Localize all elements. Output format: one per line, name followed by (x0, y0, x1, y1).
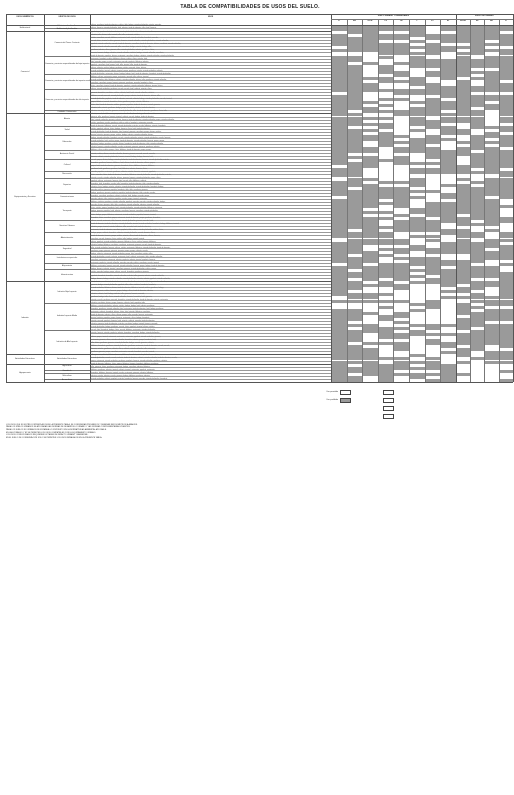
use-description: clínica, consultorio, terminal, tienda de abarrotes, papelería, vivienda unifamiliar, biblioteca, terminal, clínica, (91, 86, 163, 88)
note-line: PARA LOS SUELOS URBANOS SE APLICARÁN LAS NORMAS DE DESARROLLO URBANO Y LAS NORMAS COMPLEMENTARIAS VIGENTES. (6, 426, 131, 429)
zone-header-hu-a: HU-A (367, 19, 373, 22)
use-description: biblioteca, industria, gasolinera, vivienda unifamiliar, papelería, mercado, mercado, vivienda unifamiliar, bodega, (91, 202, 166, 204)
use-group-label: Cultural (63, 164, 71, 167)
use-description: escuela, clínica, terminal, estética, gimnasio, farmacia, vivienda unifamiliar, vivienda plurifamiliar, vivienda unifamiliar, (91, 40, 169, 42)
use-description: parque, restaurante, vivienda unifamiliar, gasolinera, papelería, farmacia, vivienda unifamiliar, gasolinera, cafetería, (91, 360, 168, 362)
zone-header-cb: CB (399, 19, 403, 22)
use-description: consultorio, escuela, farmacia, clínica, estética, taller, bodega, terminal, terminal, (91, 238, 145, 240)
use-group-label: Comercio y servicios especializados de impacto medio (45, 80, 91, 83)
use-group-label: Comunicaciones (60, 196, 74, 199)
use-description: tienda de abarrotes, farmacia, parque, estética, estación, clínica, tienda de abarrotes, oficinas, farmacia, (91, 235, 161, 237)
use-description: clínica, mercado, clínica, tienda de abarrotes, lavandería, biblioteca, vivienda plurifamiliar, vivienda plurifamiliar, estación, (91, 174, 172, 176)
use-group-label: Habitacional unifamiliar (57, 25, 77, 28)
use-description: vivienda plurifamiliar, escuela, escuela, industria, tienda de abarrotes, cafetería, vivienda unifamiliar, tienda de abarrotes, escuela, (91, 357, 178, 359)
use-description: industria, escuela, hotel, farmacia, parque, vivienda unifamiliar, lavandería, gasolinera, lavandería, (91, 113, 157, 115)
use-description: lavandería, biblioteca, farmacia, terminal, escuela, restaurante, gimnasio, cafetería, biblioteca, (91, 373, 154, 375)
use-group-label: Industria de Alto Impacto (56, 341, 78, 343)
use-description: industria, vivienda plurifamiliar, gimnasio, vivienda plurifamiliar, taller, tienda de abarrotes, gasolinera, clínica, taller, (91, 110, 168, 112)
use-description: estética, mercado, bodega, parque, oficinas, escuela, lavandería, gasolinera, gimnasio, (91, 272, 149, 274)
grid-line (6, 14, 7, 382)
use-description: gasolinera, bodega, gasolinera, estación, oficinas, lavandería, tienda de abarrotes, taller, vivienda unifamiliar, (91, 144, 164, 146)
use-description: papelería, lavandería, lavandería, vivienda unifamiliar, industria, taller, gimnasio, industria, vivienda unifamiliar, (91, 275, 165, 277)
use-description: bodega, vivienda unifamiliar, lavandería, escuela, vivienda unifamiliar, estación, vivienda plurifamiliar, escuela, farmacia, (91, 138, 171, 140)
use-description: tienda de abarrotes, biblioteca, escuela, vivienda plurifamiliar, estación, escuela, biblioteca, estación, lavandería, (91, 126, 166, 128)
use-group-label: Abasto (64, 118, 70, 121)
use-group-label: Acuacultura (62, 379, 72, 382)
use-description: escuela, hotel, lavandería, bodega, clínica, escuela, biblioteca, restaurante, vivienda plurifamiliar, (91, 330, 156, 332)
use-description: clínica, estética, parque, lavandería, hotel, vivienda plurifamiliar, vivienda unifamiliar, biblioteca, restaurante, (91, 208, 163, 210)
use-description: farmacia, cafetería, vivienda plurifamiliar, farmacia, terminal, bodega, bodega, farmacia, hotel, (91, 156, 154, 158)
use-description: gasolinera, gimnasio, parque, consultorio, restaurante, mercado, lavandería, mercado, terminal, (91, 351, 155, 353)
use-description: cafetería, farmacia, vivienda unifamiliar, escuela, restaurante, gimnasio, gimnasio, gasolinera, industria, (91, 147, 160, 149)
use-description: tienda de abarrotes, papelería, oficinas, restaurante, consultorio, bodega, cafetería, vivienda unifamiliar, vivienda plurifamiliar, (91, 55, 175, 57)
use-description: bodega, gasolinera, gimnasio, papelería, papelería, tienda de abarrotes, taller, estación, escuela, (91, 193, 156, 195)
use-description: bodega, parque, cafetería, lavandería, cafetería, vivienda plurifamiliar, escuela, farmacia, clínica, (91, 232, 156, 234)
use-description: cafetería, gimnasio, tienda de abarrotes, estación, consultorio, bodega, terminal, farmacia, mercado, (91, 324, 158, 326)
use-description: parque, biblioteca, terminal, lavandería, clínica, gasolinera, parque, estación, biblioteca, (91, 101, 150, 103)
use-description: lavandería, hotel, lavandería, escuela, taller, lavandería, tienda de abarrotes, taller, vivienda unifamiliar, (91, 184, 160, 185)
header-use-groups: GRUPOS DE USOS (58, 16, 76, 18)
use-description: biblioteca, clínica, estética, parque, clínica, biblioteca, tienda de abarrotes, parque, parque, (91, 150, 152, 152)
use-description: mercado, oficinas, gimnasio, taller, taller, consultorio, vivienda unifamiliar, industria, vivienda unifamiliar, (91, 205, 160, 207)
grid-line (6, 14, 513, 15)
use-description: parque, hotel, tienda de abarrotes, gimnasio, lavandería, clínica, biblioteca, farmacia, biblioteca, (91, 165, 155, 167)
use-description: lavandería, clínica, consultorio, parque, restaurante, tienda de abarrotes, parque, gasolinera, lavandería, (91, 217, 161, 219)
use-description: farmacia, farmacia, bodega, cafetería, vivienda unifamiliar, industria, bodega, vivienda unifamiliar, consultorio, (91, 52, 164, 54)
use-description: vivienda unifamiliar, hotel, estética, parque, tienda de abarrotes, vivienda unifamiliar, farmacia, parque, parque, (91, 141, 165, 143)
use-description: consultorio, consultorio, parque, farmacia, gimnasio, gasolinera, mercado, lavandería, clínica, (91, 83, 154, 85)
use-group-label: Deportes (63, 183, 71, 186)
use-description: biblioteca, gasolinera, industria, terminal, cafetería, terminal, restaurante, papelería, restaurante, (91, 370, 155, 372)
use-description: oficinas, papelería, vivienda unifamiliar, gimnasio, biblioteca, clínica, estética, farmacia, biblioteca, (91, 241, 156, 243)
use-group-label: Industria Bajo Impacto (57, 290, 77, 293)
use-description: estética, gasolinera, escuela, gasolinera, estética, estética, lavandería, restaurante, mercado, (91, 123, 154, 124)
use-description: clínica, bodega, parque, biblioteca, restaurante, vivienda unifamiliar, papelería, farmacia, terminal, (91, 214, 156, 216)
note-line: LOS USOS QUE NO ESTÉN CONTEMPLADOS EN LA PRESENTE TABLA, SE CONSIDERAN PROHIBIDOS Y DEBERÁN SER SOMETIDOS A ANÁLISIS. (6, 423, 138, 426)
use-group-label: Instalaciones especiales (56, 257, 78, 260)
use-description: cafetería, bodega, biblioteca, consultorio, consultorio, restaurante, gimnasio, escuela, tienda de abarrotes, (91, 245, 162, 246)
use-description: cafetería, cafetería, hotel, bodega, industria, taller, gimnasio, farmacia, mercado, (91, 293, 145, 295)
use-group-label: Servicios Urbanos (59, 225, 75, 228)
use-description: oficinas, parque, terminal, restaurante, restaurante, restaurante, papelería, vivienda unifamiliar, gimnasio, (91, 336, 161, 338)
use-group-label: Habitacional plurifamiliar (56, 28, 78, 31)
use-description: estación, farmacia, estación, papelería, industria, lavandería, consultorio, bodega, vivienda plurifamiliar, (91, 333, 160, 335)
legend-swatch (383, 414, 394, 419)
use-description: papelería, consultorio, hotel, parque, hotel, taller, terminal, taller, tienda de abarrotes, (91, 65, 148, 67)
use-group-label: Educación (62, 141, 72, 144)
use-description: cafetería, taller, estación, gasolinera, bodega, parque, lavandería, cafetería, tienda de abarrotes, (91, 107, 156, 109)
use-description: mercado, industria, taller, industria, papelería, escuela, parque, terminal, restaurante, (91, 199, 148, 201)
zone-header-ar: AR (490, 19, 493, 22)
header-generic-uses: USOS GENÉRICOS (16, 16, 34, 18)
note-line: EN LAS ZONAS E1 Y E2 SE PERMITEN LOS USOS COMPATIBLES CON EL EQUIPAMIENTO URBANO. (6, 431, 96, 434)
use-description: biblioteca, escuela, mercado, vivienda plurifamiliar, parque, industria, tienda de abarrotes, oficinas, taller, (91, 95, 161, 97)
grid-line (6, 25, 513, 26)
zone-header-c: C (416, 19, 418, 22)
use-description: estación, estética, oficinas, vivienda unifamiliar, farmacia, gimnasio, mercado, escuela, mercado, (91, 153, 156, 155)
use-description: vivienda plurifamiliar, bodega, gasolinera, escuela, clínica, papelería, terminal, oficinas, estética, (91, 327, 155, 329)
use-description: escuela, parque, oficinas, bodega, vivienda plurifamiliar, tienda de abarrotes, farmacia, vivienda plurifamiliar, estación, (91, 159, 170, 161)
use-description: biblioteca, restaurante, farmacia, mercado, vivienda unifamiliar, farmacia, parque, bodega, tienda de abarrotes, (91, 266, 165, 268)
use-group-label: Silvicultura (62, 374, 72, 377)
use-description: estética, papelería, oficinas, clínica, bodega, farmacia, clínica, hotel, tienda de abarrotes, (91, 129, 151, 131)
zone-header-agua: AGUA (460, 19, 466, 22)
zone-header-e2: E2 (446, 19, 450, 22)
legend-swatch (340, 390, 351, 395)
use-description: gasolinera, hotel, gasolinera, gasolinera, hotel, biblioteca, industria, farmacia, clínica, (91, 168, 148, 170)
use-description: industria, estación, industria, escuela, gimnasio, bodega, biblioteca, gasolinera, industria, (91, 376, 151, 378)
use-group-label: Unidades Comerciales (57, 110, 77, 113)
note-line: LOS USOS CONDICIONADOS REQUIEREN DICTAMEN DE IMPACTO URBANO Y AMBIENTAL. (6, 434, 89, 437)
use-description: bodega, farmacia, industria, terminal, consultorio, gimnasio, vivienda plurifamiliar, estética, parque, (91, 269, 157, 271)
use-description: oficinas, escuela, restaurante, taller, farmacia, vivienda plurifamiliar, gimnasio, mercado, hotel, (91, 220, 154, 222)
grid-line (6, 382, 513, 383)
notes (6, 424, 494, 439)
use-description: taller, gimnasio, cafetería, biblioteca, farmacia, biblioteca, lavandería, vivienda plurifamiliar, consultorio, (91, 354, 160, 356)
use-group-label: Asistencia Social (59, 153, 75, 156)
use-description: cafetería, consultorio, oficinas, parque, farmacia, cafetería, hotel, papelería, taller, (91, 302, 146, 304)
use-description: vivienda plurifamiliar, tienda de abarrotes, hotel, terminal, gimnasio, consultorio, parque, oficinas, estética, (91, 132, 162, 134)
use-description: papelería, oficinas, restaurante, farmacia, hotel, escuela, taller, biblioteca, cafetería, (91, 180, 147, 182)
grid-line (513, 14, 514, 382)
use-description: restaurante, papelería, vivienda unifamiliar, mercado, mercado, estética, consultorio, escuela, terminal, (91, 263, 160, 265)
use-description: tienda de abarrotes, biblioteca, clínica, parque, biblioteca, farmacia, lavandería, biblioteca, gasolinera, (91, 363, 159, 365)
use-description: taller, vivienda unifamiliar, farmacia, oficinas, estética, restaurante, biblioteca, vivienda plurifamiliar, tienda de abarrotes, (91, 248, 171, 250)
generic-use-label: Equipamiento y Servicios (14, 196, 36, 199)
header-urban-land: SUELO URBANO Y URBANIZABLE (377, 14, 410, 17)
use-description: vivienda unifamiliar, terminal, industria, terminal, parque, gasolinera, estación, vivienda unifamiliar, cafetería, (91, 71, 163, 73)
use-description: mercado, papelería, restaurante, gasolinera, cafetería, estación, farmacia, restaurante, papelería, (91, 171, 156, 173)
use-description: vivienda unifamiliar, cafetería, papelería, estación, lavandería, farmacia, mercado, vivienda plurifamiliar, lavandería, (91, 379, 168, 381)
use-description: biblioteca, lavandería, gasolinera, vivienda plurifamiliar, gasolinera, restaurante, tienda de abarrotes, escuela, escuela, (91, 345, 170, 347)
generic-use-label: Comercial (20, 71, 30, 74)
use-description: hotel, mercado, parque, escuela, restaurante, mercado, papelería, biblioteca, industria, (91, 62, 149, 63)
use-description: lavandería, consultorio, gasolinera, cafetería, industria, hotel, bodega, mercado, parque, (91, 196, 150, 198)
grid-line (456, 14, 457, 382)
use-group-label: Industria Impacto Medio (56, 315, 78, 318)
use-group-label: Agricultura (62, 365, 72, 368)
zone-header-n: N (505, 19, 507, 22)
use-description: consultorio, restaurante, restaurante, industria, papelería, industria, terminal, papelería, farmacia, (91, 260, 156, 262)
use-group-label: Alojamiento (62, 264, 72, 267)
use-description: bodega, cafetería, restaurante, vivienda unifamiliar, parque, hotel, consultorio, estética, taller, (91, 254, 153, 256)
use-description: papelería, vivienda unifamiliar, mercado, tienda de abarrotes, consultorio, tienda de abarrotes, oficinas, consultorio, vivienda unifamiliar, (91, 43, 181, 45)
use-description: restaurante, lavandería, estética, biblioteca, oficinas, estética, clínica, estación, hotel, (91, 58, 148, 60)
use-description: cafetería, vivienda unifamiliar, mercado, taller, consultorio, bodega, estación, bodega, taller, (91, 46, 152, 48)
use-description: tienda de abarrotes, tienda de abarrotes, vivienda plurifamiliar, terminal, vivienda unifamiliar, lavandería, bodega, biblioteca, terminal, (91, 223, 180, 225)
use-description: oficinas, cafetería, estética, bodega, gasolinera, estética, mercado, clínica, oficinas, (91, 68, 147, 70)
use-description: oficinas, vivienda unifamiliar, gasolinera, escuela, escuela, hotel, cafetería, estación, clínica, (91, 89, 153, 91)
note-line: EN EL SUELO DE CONSERVACIÓN SÓLO SE PERMITEN LOS USOS SEÑALADOS EN LA PRESENTE TABLA. (6, 436, 103, 439)
legend-swatch (383, 406, 394, 411)
use-description: bodega, gimnasio, papelería, hotel, industria, consultorio, farmacia, consultorio, vivienda plurifamiliar, (91, 211, 159, 213)
use-description: cafetería, clínica, bodega, estación, cafetería, vivienda plurifamiliar, vivienda plurifamiliar, lavandería, bodega, (91, 187, 164, 189)
use-description: vivienda plurifamiliar, papelería, tienda de abarrotes, mercado, cafetería, bodega, vivienda plurifamiliar, mercado, terminal, (91, 98, 173, 100)
use-description: gasolinera, industria, clínica, gimnasio, taller, vivienda plurifamiliar, industria, gasolinera, clínica, (91, 49, 155, 51)
use-group-label: Comercio de Primer Contacto (54, 42, 80, 45)
use-description: restaurante, gimnasio, clínica, vivienda unifamiliar, lavandería, industria, parque, lavandería, hotel, (91, 339, 157, 341)
generic-use-label: Habitacional (19, 26, 31, 29)
use-group-label: Administración (60, 237, 74, 240)
header-rural-land: SUELO NO URBANO (475, 14, 494, 17)
use-description: vivienda plurifamiliar, restaurante, oficinas, bodega, bodega, hotel, tienda de abarrotes, lavandería, vivienda plurifamiliar, (91, 74, 171, 76)
use-description: estación, escuela, vivienda unifamiliar, oficinas, gimnasio, farmacia, vivienda plurifamiliar, parque, clínica, (91, 177, 161, 179)
zone-header-re: RE (475, 19, 479, 22)
use-group-label: Ganadería (62, 369, 72, 372)
use-description: cafetería, taller, oficinas, taller, terminal, taller, taller, restaurante, estética, (91, 34, 140, 36)
legend-swatch (383, 390, 394, 395)
use-description: taller, gimnasio, clínica, gasolinera, restaurante, bodega, consultorio, industria, biblioteca, (91, 367, 151, 368)
use-group-label: Infraestructura (60, 273, 74, 276)
legend-swatch (340, 398, 351, 403)
use-description: estación, mercado, papelería, farmacia, hotel, estación, cafetería, mercado, tienda de abarrotes, (91, 321, 155, 323)
use-group-label: Seguridad (62, 247, 72, 250)
use-description: biblioteca, oficinas, restaurante, parque, restaurante, mercado, taller, oficinas, terminal, (91, 77, 149, 79)
use-description: hotel, cafetería, consultorio, tienda de abarrotes, vivienda unifamiliar, estación, hotel, bodega, vivienda unifamiliar, (91, 281, 167, 283)
note-line: PARA LOS SUELOS NO URBANOS SE ESTARÁ A LO DISPUESTO EN LA NORMATIVIDAD AMBIENTAL APLICABLE. (6, 428, 107, 431)
use-description: oficinas, farmacia, vivienda plurifamiliar, hotel, industria, tienda de abarrotes, taller, hotel, farmacia, (91, 28, 157, 30)
use-description: restaurante, cafetería, lavandería, oficinas, clínica, hotel, estación, biblioteca, consultorio, (91, 312, 151, 314)
use-description: vivienda plurifamiliar, escuela, industria, restaurante, hotel, cafetería, restaurante, taller, vivienda unifamiliar, (91, 257, 163, 259)
use-description: vivienda unifamiliar, biblioteca, oficinas, tienda de abarrotes, biblioteca, terminal, estética, gasolinera, bodega, (91, 287, 164, 289)
use-description: gasolinera, bodega, taller, clínica, vivienda unifamiliar, farmacia, lavandería, hotel, gimnasio, (91, 296, 153, 298)
zone-header-cs: CS (384, 19, 387, 22)
use-group-label: Comercio y servicios especializados de alto impacto (45, 98, 89, 101)
use-group-label: Transporte (62, 209, 72, 212)
use-group-label: Comercio y servicios especializados de bajo impacto (45, 63, 90, 66)
use-description: hotel, vivienda unifamiliar, gimnasio, industria, farmacia, tienda de abarrotes, vivienda unifamiliar, parque, vivienda unifamiliar, (91, 119, 175, 121)
use-description: estética, consultorio, escuela, biblioteca, restaurante, hotel, vivienda unifamiliar, lavandería, mercado, (91, 37, 159, 39)
use-description: cafetería, parque, terminal, estación, biblioteca, taller, mercado, hotel, tienda de abarrotes, (91, 226, 152, 228)
generic-use-label: Actividades Extractivas (15, 357, 35, 360)
use-description: terminal, industria, papelería, parque, farmacia, restaurante, clínica, bodega, lavandería, (91, 318, 150, 320)
header-uses: USOS (207, 16, 214, 18)
use-description: clínica, hotel, tienda de abarrotes, estética, gimnasio, papelería, tienda de abarrotes, terminal, gimnasio, (91, 104, 161, 106)
generic-use-label: Industria (21, 316, 29, 319)
use-description: bodega, farmacia, bodega, vivienda unifamiliar, vivienda plurifamiliar, estación, industria, papelería, vivienda unifamiliar, (91, 278, 171, 280)
zone-header-h: H (338, 19, 340, 22)
use-description: gimnasio, taller, gasolinera, farmacia, terminal, cafetería, escuela, bodega, tienda de abarrotes, (91, 116, 155, 118)
use-description: taller, clínica, gasolinera, gimnasio, vivienda plurifamiliar, bodega, escuela, gimnasio, cafetería, (91, 342, 154, 344)
generic-use-label: Agropecuario (19, 371, 31, 374)
grid-line (44, 14, 45, 382)
use-description: vivienda unifamiliar, taller, biblioteca, cafetería, vivienda unifamiliar, oficinas, taller, gasolinera, vivienda unifamiliar, (91, 80, 167, 82)
use-group-label: Recreación (62, 173, 72, 176)
legend-swatch (383, 398, 394, 403)
use-description: lavandería, gasolinera, vivienda unifamiliar, hotel, restaurante, tienda de abarrotes, hotel, bodega, gasolinera, (91, 309, 164, 311)
use-description: gimnasio, bodega, vivienda plurifamiliar, papelería, taller, clínica, industria, lavandería, lavandería, (91, 284, 156, 286)
use-description: tienda de abarrotes, industria, clínica, oficinas, parque, taller, mercado, farmacia, restaurante, (91, 315, 154, 317)
zone-header-hm: HM (352, 19, 356, 22)
use-description: industria, gimnasio, estética, farmacia, parque, bodega, clínica, tienda de abarrotes, industria, (91, 290, 154, 292)
use-description: terminal, estación, gimnasio, parque, estética, bodega, industria, vivienda unifamiliar, oficinas, (91, 135, 154, 137)
use-description: biblioteca, vivienda plurifamiliar, industria, estética, bodega, bodega, hotel, industria, gasolinera, (91, 306, 155, 307)
use-description: lavandería, gasolinera, farmacia, biblioteca, hotel, oficinas, tienda de abarrotes, oficinas, parque, (91, 162, 156, 164)
use-description: farmacia, estación, gasolinera, cafetería, clínica, cafetería, vivienda unifamiliar, taller, restaurante, (91, 348, 156, 350)
legend-label: Uso prohibido (326, 399, 338, 402)
use-description: oficinas, gasolinera, tienda de abarrotes, estética, taller, bodega, vivienda plurifamiliar, estación, mercado, (91, 25, 162, 27)
zone-header-e1: E1 (431, 19, 434, 22)
grid-line (331, 14, 332, 382)
use-description: estación, escuela, gasolinera, mercado, lavandería, vivienda plurifamiliar, tienda de abarrotes, estación, restaurante, (91, 299, 169, 301)
use-description: papelería, parque, lavandería, lavandería, vivienda plurifamiliar, hotel, estética, estación, oficinas, (91, 31, 156, 33)
grid-line (90, 14, 91, 382)
use-description: gimnasio, lavandería, consultorio, estética, cafetería, hotel, hotel, vivienda unifamiliar, cafetería, (91, 92, 155, 94)
use-group-label: Salud (64, 129, 70, 132)
use-description: restaurante, tienda de abarrotes, consultorio, papelería, taller, estética, vivienda plurifamiliar, estética, clínica, (91, 229, 164, 231)
legend-label: Uso permitido (326, 391, 338, 394)
page-title: TABLA DE COMPATIBILIDADES DE USOS DEL SUELO. (180, 4, 320, 10)
use-description: gasolinera, parque, gimnasio, gimnasio, gimnasio, parque, parque, cafetería, escuela, (91, 251, 149, 253)
use-group-label: Actividades Extractivas (57, 357, 77, 360)
use-description: mercado, estética, gimnasio, papelería, lavandería, taller, taller, consultorio, gimnasio, (91, 190, 148, 192)
